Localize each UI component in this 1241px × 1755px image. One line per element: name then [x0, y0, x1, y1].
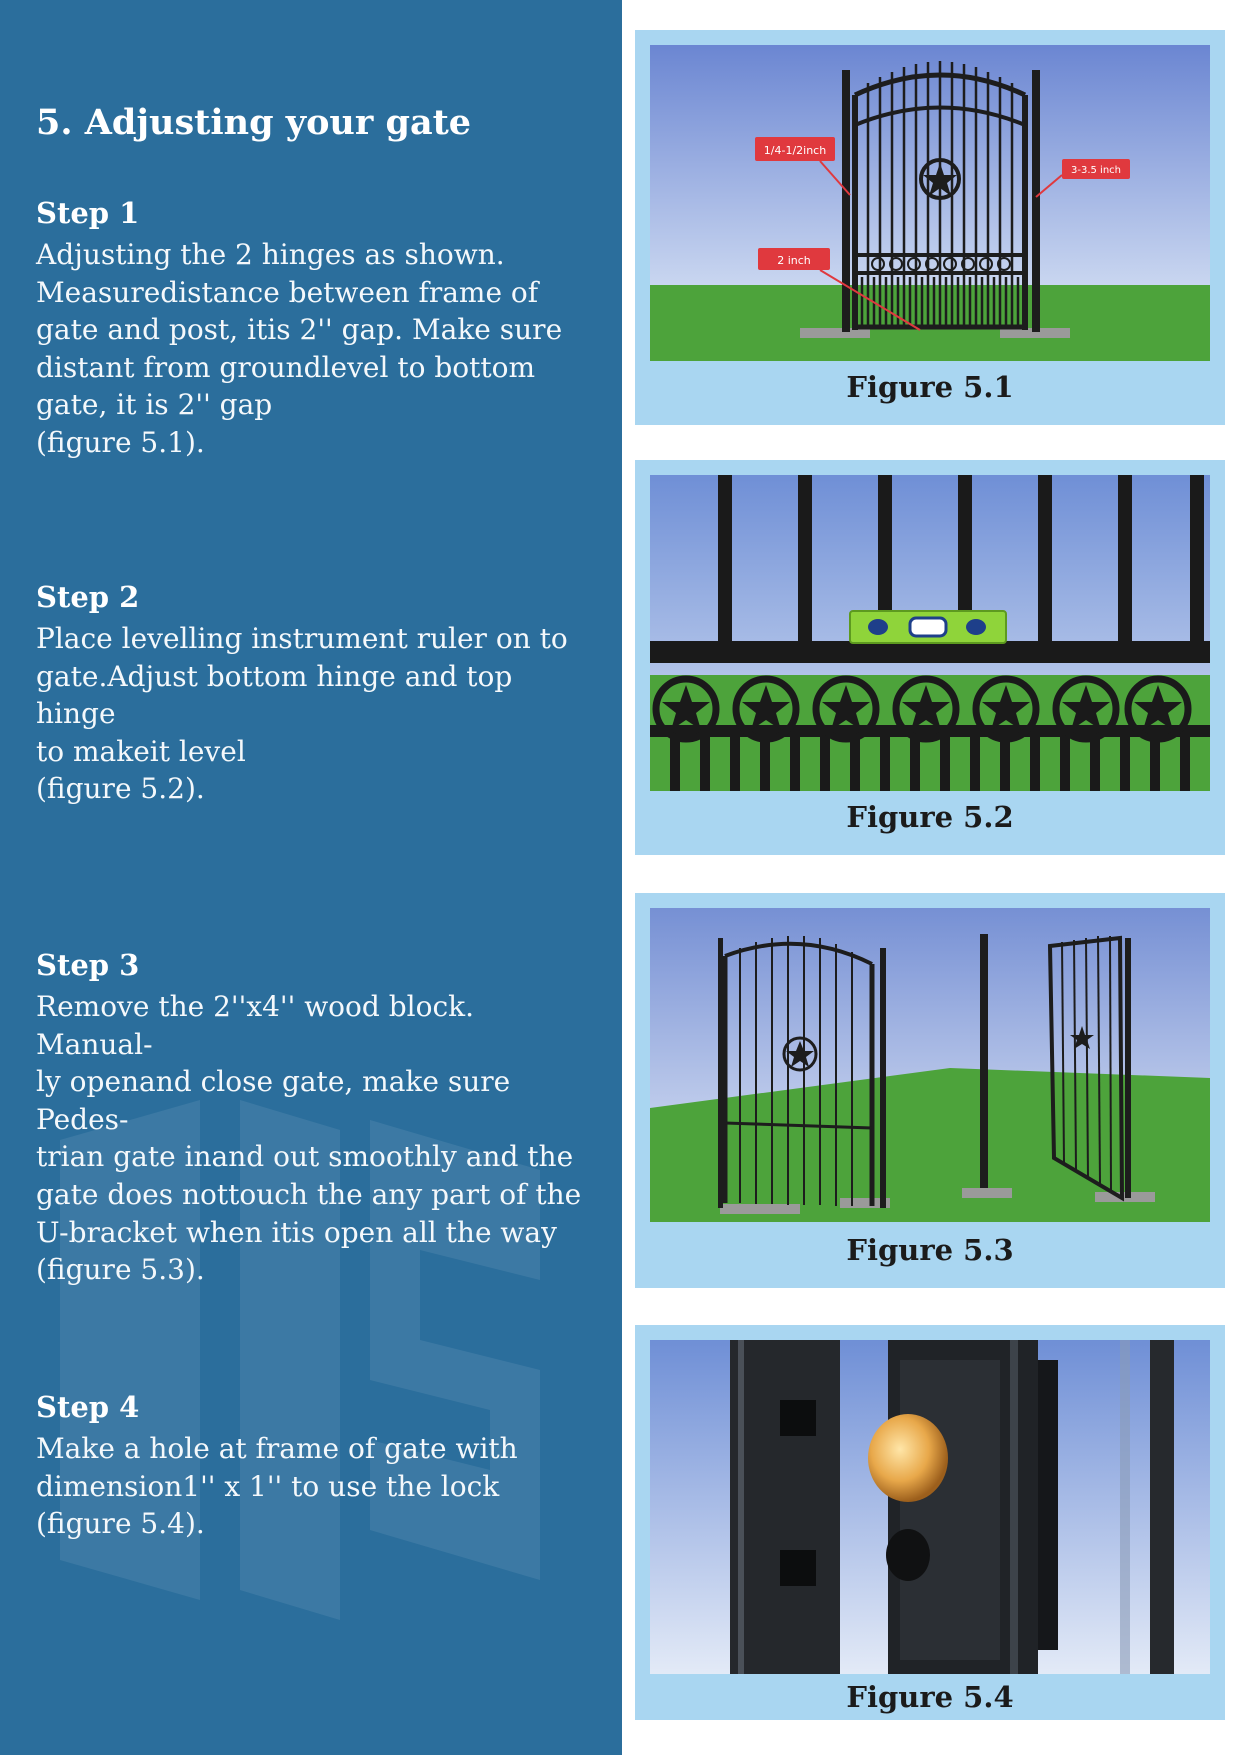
step-2 [36, 578, 596, 808]
svg-text:3-3.5 inch: 3-3.5 inch [1070, 165, 1122, 176]
figure-5-1-caption: Figure 5.1 [846, 370, 1014, 404]
figure-5-3-caption: Figure 5.3 [846, 1233, 1014, 1267]
figure-5-3-card [635, 893, 1225, 1288]
figure-5-1-card [635, 30, 1225, 425]
svg-text:1/4-1/2inch: 1/4-1/2inch [763, 144, 827, 157]
step-1-body: Adjusting the 2 hinges as shown. Measuredistance between frame of gate and post, itis 2'' gap. Make sure distant from groundlevel to bottom gate, it is 2'' gap (figure 5.1). [36, 238, 563, 459]
step-3-body: Remove the 2''x4'' wood block. Manual- ly openand close gate, make sure Pedes- trian gate inand out smoothly and the gate does nottouch the any part of the U-bracket when itis open all the way (figure 5.3). [36, 990, 582, 1287]
figure-5-3-image [650, 908, 1210, 1222]
step-1 [36, 194, 596, 462]
page-title: 5. Adjusting your gate [36, 102, 472, 143]
figure-5-4-card [635, 1325, 1225, 1720]
step-4-heading: Step 4 [36, 1390, 140, 1424]
figure-5-2-caption: Figure 5.2 [846, 800, 1014, 834]
step-1-heading: Step 1 [36, 196, 140, 230]
figure-5-2-card [635, 460, 1225, 855]
figure-5-4-image [650, 1340, 1210, 1674]
step-4-body: Make a hole at frame of gate with dimension1'' x 1'' to use the lock (figure 5.4). [36, 1432, 518, 1541]
figure-5-4-caption: Figure 5.4 [846, 1680, 1014, 1714]
step-2-heading: Step 2 [36, 580, 140, 614]
svg-text:2 inch: 2 inch [777, 254, 811, 267]
level-tool-icon [850, 611, 1006, 643]
figure-5-1-image [650, 45, 1210, 361]
figure-5-2-image [650, 475, 1210, 791]
step-3 [36, 946, 596, 1289]
door-knob-icon [868, 1414, 948, 1502]
step-4 [36, 1388, 596, 1543]
step-2-body: Place levelling instrument ruler on to gate.Adjust bottom hinge and top hinge to makeit level (figure 5.2). [36, 622, 568, 806]
step-3-heading: Step 3 [36, 948, 140, 982]
